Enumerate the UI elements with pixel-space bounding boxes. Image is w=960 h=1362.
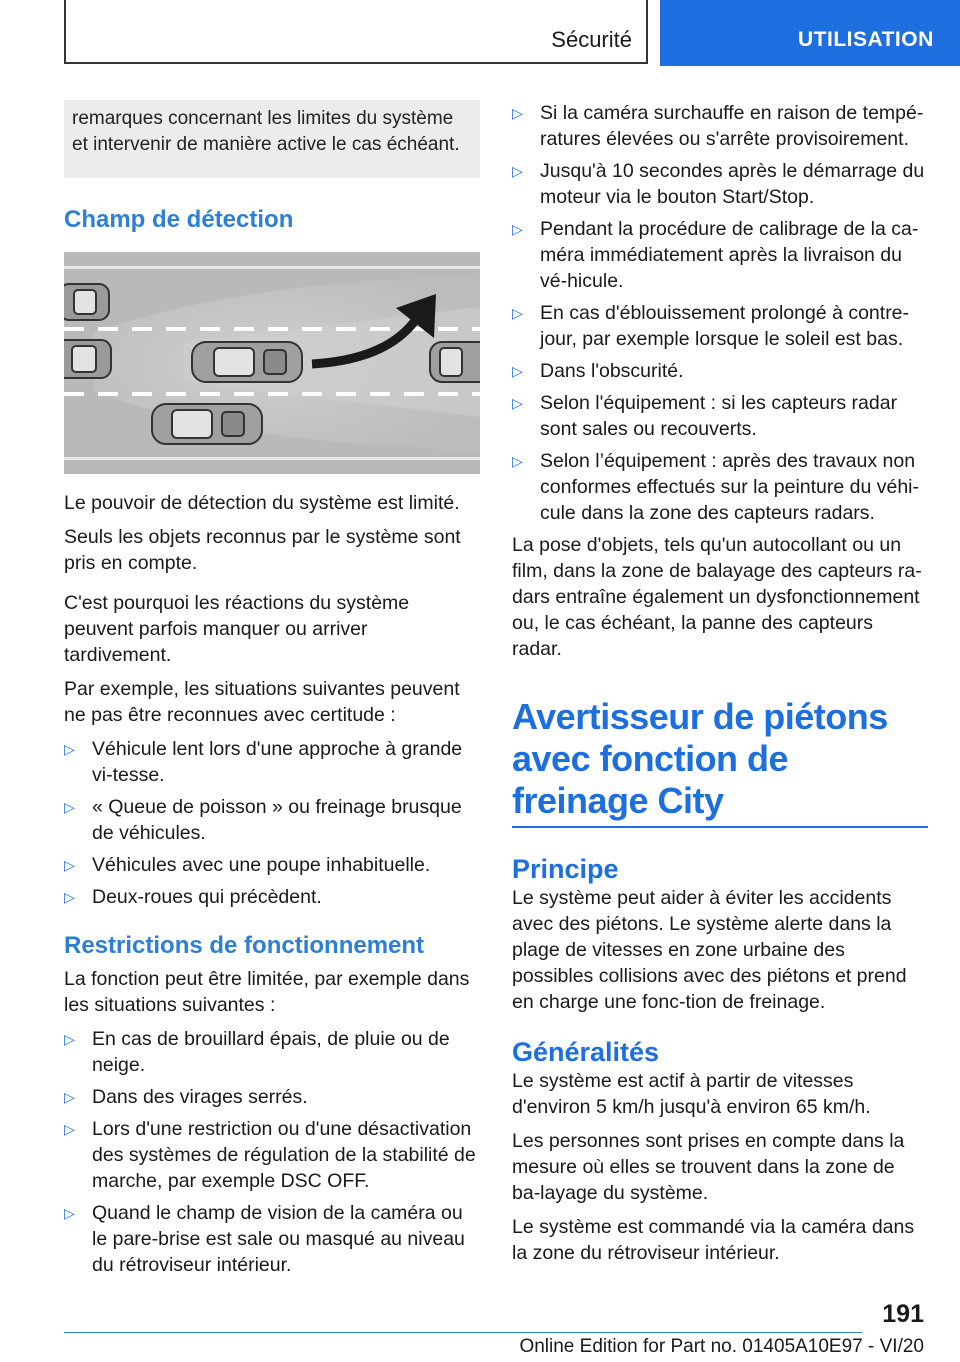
triangle-bullet-icon: ▷ <box>64 1121 75 1137</box>
road-diagram-svg <box>64 252 480 474</box>
heading-pedestrian-warning: Avertisseur de piétons avec fonction de freinage City <box>512 696 888 821</box>
triangle-bullet-icon: ▷ <box>64 1205 75 1221</box>
paragraph: Le pouvoir de détection du système est limité. <box>64 492 460 514</box>
note-box: remarques concernant les limites du système et intervenir de manière active le cas échéant. <box>64 100 480 178</box>
left-column <box>64 100 480 1284</box>
heading-principe: Principe <box>512 854 619 884</box>
triangle-bullet-icon: ▷ <box>64 799 75 815</box>
triangle-bullet-icon: ▷ <box>512 221 523 237</box>
header-section-title: Sécurité <box>551 27 632 52</box>
list-item: ▷ « Queue de poisson » ou freinage brusque de véhicules. <box>64 796 462 844</box>
paragraph: La fonction peut être limitée, par exemple dans les situations suivantes : <box>64 968 470 1016</box>
heading-restrictions: Restrictions de fonctionnement <box>64 932 425 959</box>
car-icon <box>430 342 480 382</box>
right-column <box>512 100 928 1274</box>
header-chapter-title: UTILISATION <box>798 28 934 51</box>
list-item: ▷ En cas d'éblouissement prolongé à contre-jour, par exemple lorsque le soleil est bas. <box>512 302 910 350</box>
list-item: ▷ Dans l'obscurité. <box>512 360 684 382</box>
triangle-bullet-icon: ▷ <box>512 105 523 121</box>
triangle-bullet-icon: ▷ <box>512 163 523 179</box>
triangle-bullet-icon: ▷ <box>64 889 75 905</box>
triangle-bullet-icon: ▷ <box>512 363 523 379</box>
heading-generalites: Généralités <box>512 1037 660 1067</box>
list-item: ▷ Selon l'équipement : si les capteurs radar sont sales ou recouverts. <box>512 392 898 440</box>
car-icon <box>152 404 262 444</box>
list-item: ▷ Véhicule lent lors d'une approche à grande vi‐tesse. <box>64 738 463 786</box>
car-icon <box>192 342 302 382</box>
list-item: ▷ Si la caméra surchauffe en raison de tempé‐ratures élevées ou s'arrête provisoirement. <box>512 102 924 150</box>
bullet-list-situations <box>64 736 480 910</box>
triangle-bullet-icon: ▷ <box>512 453 523 469</box>
paragraph: Par exemple, les situations suivantes peuvent ne pas être reconnues avec certitude : <box>64 678 460 726</box>
list-item: ▷ Véhicules avec une poupe inhabituelle. <box>64 854 431 876</box>
footer-edition: Online Edition for Part no. 01405A10E97 - VI/20 <box>519 1336 924 1357</box>
list-item: ▷ Pendant la procédure de calibrage de la ca‐méra immédiatement après la livraison du vé‐hicule. <box>512 218 919 292</box>
paragraph: Le système est commandé via la caméra dans la zone du rétroviseur intérieur. <box>512 1216 915 1264</box>
list-item: ▷ Quand le champ de vision de la caméra ou le pare-brise est sale ou masqué au niveau du rétroviseur intérieur. <box>64 1202 465 1276</box>
triangle-bullet-icon: ▷ <box>64 1089 75 1105</box>
paragraph: C'est pourquoi les réactions du système peuvent parfois manquer ou arriver tardivement. <box>64 592 410 666</box>
list-item: ▷ Deux-roues qui précèdent. <box>64 886 322 908</box>
page-number: 191 <box>882 1300 924 1328</box>
list-item: ▷ En cas de brouillard épais, de pluie ou de neige. <box>64 1028 450 1076</box>
paragraph: La pose d'objets, tels qu'un autocollant ou un film, dans la zone de balayage des capteurs ra‐dars entraîne également un dysfonctionnement ou, le cas échéant, la panne des capteurs radar. <box>512 534 922 660</box>
list-item: ▷ Lors d'une restriction ou d'une désactivation des systèmes de régulation de la stabilité de marche, par exemple DSC OFF. <box>64 1118 476 1192</box>
list-item: ▷ Dans des virages serrés. <box>64 1086 308 1108</box>
car-icon <box>64 284 109 320</box>
heading-detection: Champ de détection <box>64 206 294 233</box>
triangle-bullet-icon: ▷ <box>512 395 523 411</box>
footer-rule <box>64 1332 862 1333</box>
triangle-bullet-icon: ▷ <box>64 857 75 873</box>
detection-field-illustration <box>64 252 480 474</box>
list-item: ▷ Jusqu'à 10 secondes après le démarrage du moteur via le bouton Start/Stop. <box>512 160 925 208</box>
bullet-list-restrictions-continued <box>512 100 928 526</box>
paragraph: Les personnes sont prises en compte dans la mesure où elles se trouvent dans la zone de ba‐layage du système. <box>512 1130 905 1204</box>
header-chapter-tab <box>660 0 960 66</box>
paragraph: Le système peut aider à éviter les accidents avec des piétons. Le système alerte dans la plage de vitesses en zone urbaine des possibles collisions avec des piétons et prend en charge une fonc‐tion de freinage. <box>512 887 907 1013</box>
car-icon <box>64 340 111 378</box>
bullet-list-restrictions <box>64 1026 480 1278</box>
triangle-bullet-icon: ▷ <box>64 741 75 757</box>
heading-rule <box>512 826 928 828</box>
paragraph: Seuls les objets reconnus par le système sont pris en compte. <box>64 526 461 574</box>
paragraph: Le système est actif à partir de vitesses d'environ 5 km/h jusqu'à environ 65 km/h. <box>512 1070 871 1118</box>
triangle-bullet-icon: ▷ <box>512 305 523 321</box>
list-item: ▷ Selon l’équipement : après des travaux non conformes effectués sur la peinture du véhi‐cule dans la zone des capteurs radars. <box>512 450 920 524</box>
triangle-bullet-icon: ▷ <box>64 1031 75 1047</box>
header-section-box <box>64 0 648 64</box>
